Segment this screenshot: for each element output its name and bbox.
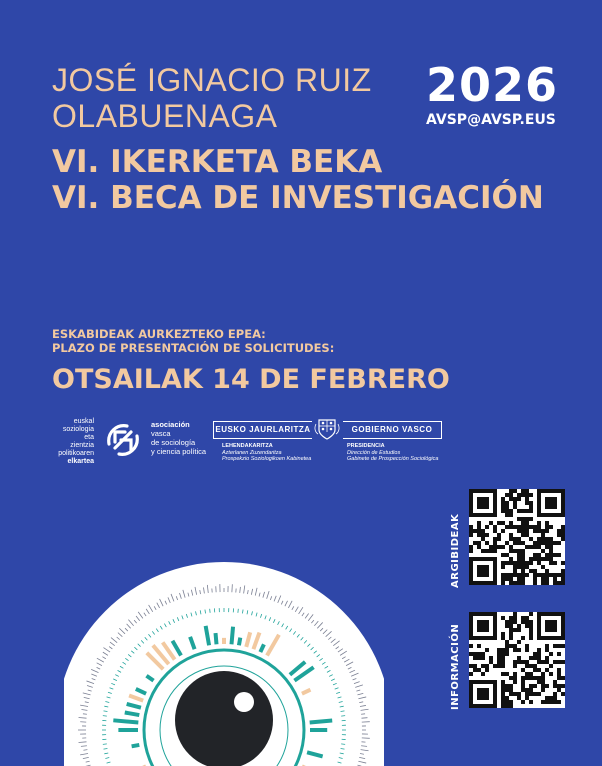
deadline-label-eu: ESKABIDEAK AURKEZTEKO EPEA:	[52, 327, 266, 341]
esz-line2: soziologia eta	[62, 426, 94, 441]
gv-right-sub1: PRESIDENCIA	[347, 443, 385, 449]
gv-left-sub2: Azterlanen Zuzendaritza	[222, 449, 282, 456]
gv-right-sub3: Gabinete de Prospección Sociológica	[347, 456, 439, 462]
avsp-line4: y ciencia política	[151, 447, 207, 456]
esz-line1: euskal	[73, 418, 94, 425]
eye-radial-graphic	[64, 560, 384, 766]
gv-left-sub1: LEHENDAKARITZA	[222, 443, 273, 449]
qr-code-informacion[interactable]	[469, 612, 565, 708]
esz-line3: zientzia	[70, 442, 94, 449]
gv-left-sub	[222, 443, 311, 463]
title-name-line1: JOSÉ IGNACIO RUIZ	[52, 62, 372, 98]
eye-highlight	[234, 692, 254, 712]
deadline-label-es: PLAZO DE PRESENTACIÓN DE SOLICITUDES:	[52, 341, 335, 355]
gv-left-sub3: Prospekzio Soziologikoen Kabinetea	[222, 456, 312, 462]
title-beca-eu: VI. IKERKETA BEKA	[52, 144, 383, 180]
email-link[interactable]: AVSP@AVSP.EUS	[426, 112, 556, 128]
esz-line5: elkartea	[67, 458, 94, 465]
title-beca-es: VI. BECA DE INVESTIGACIÓN	[52, 180, 544, 216]
gv-right-sub	[347, 443, 438, 463]
avsp-line3: de sociología	[151, 438, 196, 447]
gv-right-sub2: Dirección de Estudios	[347, 449, 401, 456]
avsp-logo-text	[151, 420, 206, 456]
year: 2026	[426, 58, 559, 112]
qr-code-argibideak[interactable]	[469, 489, 565, 585]
gobierno-vasco-logo	[213, 418, 443, 440]
gv-right-label: GOBIERNO VASCO	[343, 421, 442, 439]
deadline-date: OTSAILAK 14 DE FEBRERO	[52, 364, 450, 395]
avsp-line1: asociación	[151, 420, 190, 429]
avsp-logo-icon	[101, 418, 145, 462]
gv-left-label: EUSKO JAURLARITZA	[213, 421, 312, 439]
esz-line4: politikoaren	[58, 450, 94, 457]
title-name-line2: OLABUENAGA	[52, 98, 278, 134]
qr-label-es: INFORMACIÓN	[450, 623, 461, 710]
esz-logo-text	[52, 418, 94, 466]
avsp-line2: vasca	[151, 429, 171, 438]
eye-pupil	[175, 671, 273, 766]
qr-label-eu: ARGIBIDEAK	[450, 513, 461, 588]
coat-of-arms-icon	[313, 418, 341, 440]
